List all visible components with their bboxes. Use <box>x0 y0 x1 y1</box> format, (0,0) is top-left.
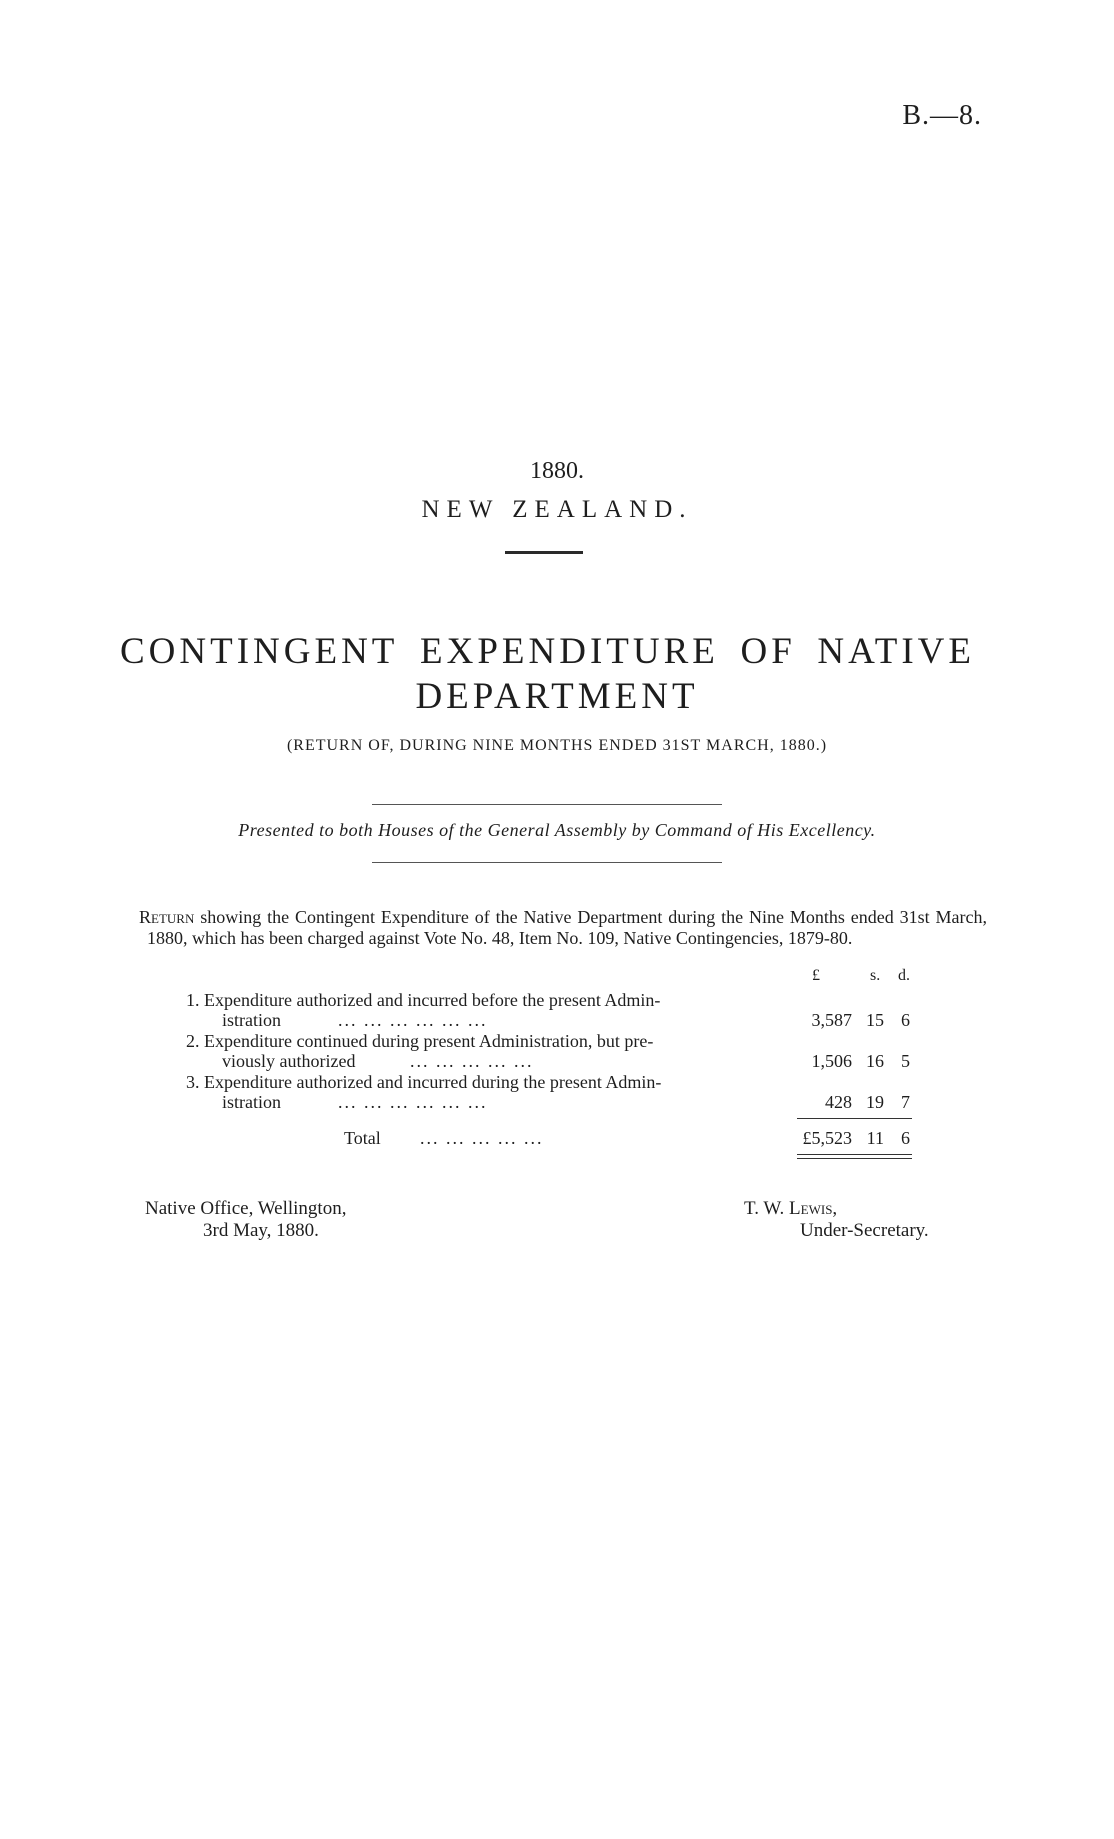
page-reference: B.—8. <box>902 100 982 131</box>
total-leader: ... ... ... ... ... <box>420 1128 544 1148</box>
row-1-pounds: 3,587 <box>811 1010 852 1030</box>
return-body: showing the Contingent Expenditure of the Native Department during the Nine Months ended 31st March, 1880, which has been charged against Vote No. 48, Item No. 109, Native Contingencies, 1879-80. <box>147 907 987 948</box>
signature-role: Under-Secretary. <box>800 1220 929 1241</box>
row-2-pounds: 1,506 <box>811 1051 852 1071</box>
column-header-pence: d. <box>898 967 910 984</box>
total-pounds: £5,523 <box>802 1128 852 1148</box>
title-word: EXPENDITURE <box>420 631 719 672</box>
total-shillings: 11 <box>866 1128 884 1148</box>
row-3-text-line-2: istration <box>222 1092 281 1112</box>
country-heading: NEW ZEALAND. <box>421 496 693 523</box>
subtotal-rule <box>797 1118 912 1119</box>
title-word: OF <box>740 631 796 672</box>
row-1-text-line-2: istration <box>222 1010 281 1030</box>
year-heading: 1880. <box>530 458 584 484</box>
column-header-shillings: s. <box>870 967 881 984</box>
row-1-shillings: 15 <box>866 1010 884 1030</box>
signature-name: T. W. Lewis, <box>744 1198 838 1219</box>
row-3-leader: ... ... ... ... ... ... <box>338 1092 488 1112</box>
total-label: Total <box>344 1128 381 1148</box>
signature-date: 3rd May, 1880. <box>203 1220 319 1241</box>
heading-rule <box>505 551 583 554</box>
presented-line: Presented to both Houses of the General Assembly by Command of His Excellency. <box>238 820 876 840</box>
total-double-rule <box>797 1154 912 1162</box>
divider-top <box>372 804 722 805</box>
row-3-shillings: 19 <box>866 1092 884 1112</box>
return-lead-word: Return <box>139 907 195 927</box>
signature-place: Native Office, Wellington, <box>145 1198 347 1219</box>
row-1-leader: ... ... ... ... ... ... <box>338 1010 488 1030</box>
row-3-pounds: 428 <box>825 1092 852 1112</box>
divider-bottom <box>372 862 722 863</box>
row-1-pence: 6 <box>901 1010 910 1030</box>
row-3-text-line-1: 3. Expenditure authorized and incurred during the present Admin- <box>186 1072 662 1092</box>
row-2-text-line-1: 2. Expenditure continued during present Administration, but pre- <box>186 1031 654 1051</box>
rule-line <box>797 1154 912 1155</box>
row-3-pence: 7 <box>901 1092 910 1112</box>
title-word: CONTINGENT <box>120 631 399 672</box>
title-word: NATIVE <box>817 631 975 672</box>
row-2-shillings: 16 <box>866 1051 884 1071</box>
rule-line <box>797 1158 912 1159</box>
document-subtitle: (RETURN OF, DURING NINE MONTHS ENDED 31ST MARCH, 1880.) <box>286 737 828 754</box>
return-paragraph <box>139 907 987 949</box>
column-header-pounds: £ <box>812 967 820 984</box>
row-1-text-line-1: 1. Expenditure authorized and incurred before the present Admin- <box>186 990 661 1010</box>
document-title-line-2: DEPARTMENT <box>415 676 699 717</box>
total-pence: 6 <box>901 1128 910 1148</box>
document-title-line-1 <box>120 630 975 673</box>
row-2-text-line-2: viously authorized <box>222 1051 356 1071</box>
row-2-leader: ... ... ... ... ... <box>410 1051 534 1071</box>
row-2-pence: 5 <box>901 1051 910 1071</box>
